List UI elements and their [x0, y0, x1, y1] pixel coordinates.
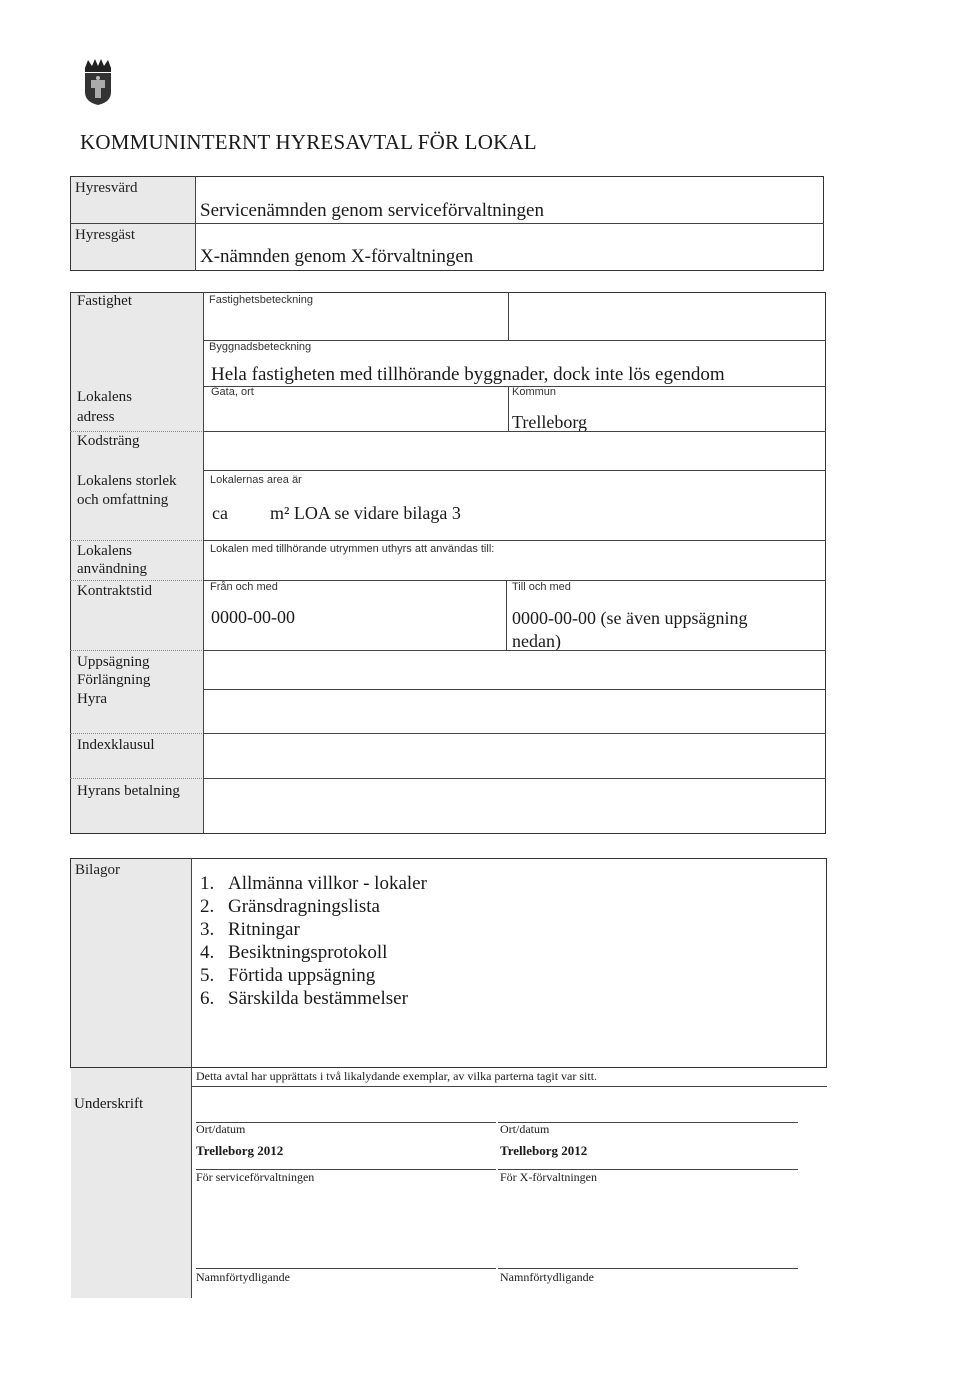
area-value-ca: ca — [212, 503, 228, 523]
label-underskrift: Underskrift — [74, 1096, 144, 1112]
label-hyrans-betalning: Hyrans betalning — [77, 783, 180, 799]
for-label-right: För X-förvaltningen — [500, 1170, 597, 1184]
fran-label: Från och med — [210, 581, 278, 593]
ort-label-right: Ort/datum — [500, 1122, 550, 1136]
label-fastighet: Fastighet — [77, 293, 132, 309]
bilaga-item: 6. Särskilda bestämmelser — [200, 988, 408, 1009]
label-uppsagning: Uppsägning Förlängning — [77, 654, 151, 688]
area-value: m² LOA se vidare bilaga 3 — [270, 503, 461, 523]
label-kontraktstid: Kontraktstid — [77, 583, 152, 599]
label-storlek: Lokalens storlek och omfattning — [77, 473, 177, 508]
namn-label-right: Namnförtydligande — [500, 1270, 594, 1284]
bilagor-label-cell — [71, 859, 191, 1067]
namn-label-left: Namnförtydligande — [196, 1270, 290, 1284]
label-hyresvard: Hyresvärd — [71, 177, 195, 223]
label-lokalens-adress: Lokalens adress — [77, 389, 132, 425]
kommun-label: Kommun — [512, 386, 557, 398]
bilaga-item: 1. Allmänna villkor - lokaler — [200, 873, 427, 894]
document-title: KOMMUNINTERNT HYRESAVTAL FÖR LOKAL — [80, 130, 537, 154]
label-indexklausul: Indexklausul — [77, 737, 155, 753]
till-value: 0000-00-00 (se även uppsägning nedan) — [512, 608, 748, 651]
gata-ort-label: Gata, ort — [211, 386, 254, 398]
kommun-value: Trelleborg — [512, 412, 588, 432]
label-kodstrang: Kodsträng — [77, 433, 140, 449]
bilaga-item: 4. Besiktningsprotokoll — [200, 942, 388, 963]
hyresgast-value: X-nämnden genom X-förvaltningen — [200, 246, 474, 267]
ort-label-left: Ort/datum — [196, 1122, 246, 1136]
bilaga-item: 2. Gränsdragningslista — [200, 896, 380, 917]
byggnad-value: Hela fastigheten med tillhörande byggnader, dock inte lös egendom — [211, 364, 725, 385]
fran-value: 0000-00-00 — [211, 607, 295, 627]
area-label: Lokalernas area är — [210, 474, 302, 486]
hyresvard-value: Servicenämnden genom serviceförvaltningen — [200, 200, 544, 221]
label-anvandning: Lokalens användning — [77, 543, 147, 577]
bilaga-item: 5. Förtida uppsägning — [200, 965, 376, 986]
underskrift-note: Detta avtal har upprättats i två likalydande exemplar, av vilka parterna tagit var sitt. — [196, 1069, 598, 1083]
coat-of-arms-logo — [82, 58, 114, 106]
ort-value-left: Trelleborg 2012 — [196, 1143, 284, 1158]
for-label-left: För serviceförvaltningen — [196, 1170, 315, 1184]
byggnadsbeteckning-label: Byggnadsbeteckning — [209, 341, 312, 353]
label-hyresgast: Hyresgäst — [71, 224, 195, 270]
bilagor-list — [200, 872, 427, 1010]
fastighetsbeteckning-label: Fastighetsbeteckning — [209, 294, 313, 306]
label-bilagor: Bilagor — [75, 862, 120, 878]
bilaga-item: 3. Ritningar — [200, 919, 300, 940]
anvandning-text: Lokalen med tillhörande utrymmen uthyrs att användas till: — [210, 543, 495, 555]
label-hyra: Hyra — [77, 691, 107, 707]
till-label: Till och med — [512, 581, 571, 593]
ort-value-right: Trelleborg 2012 — [500, 1143, 588, 1158]
